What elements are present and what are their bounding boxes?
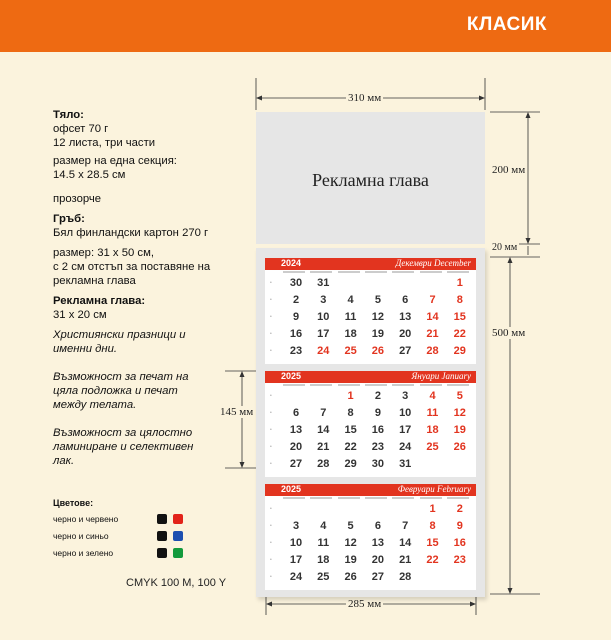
month-header [265,371,476,383]
week-marker: • [270,427,272,433]
width-bottom-label: 285 мм [348,598,382,610]
day-cell: 17 [289,554,303,566]
day-cell: 31 [399,458,412,470]
weekday-label [392,384,414,386]
calendar-month-section [265,258,476,364]
day-cell: 24 [289,571,303,583]
weekday-label [420,497,442,499]
day-cell: 8 [456,294,463,306]
day-cell: 27 [371,571,385,583]
day-cell: 21 [317,441,330,453]
day-cell: 11 [317,537,330,549]
day-cell: 25 [317,571,330,583]
week-marker: • [270,314,272,320]
head-height-label: 200 мм [492,164,526,176]
day-cell: 3 [320,294,327,306]
weekday-label [392,271,414,273]
weekday-label [310,497,332,499]
day-cell: 26 [344,571,357,583]
day-cell: 28 [426,345,439,357]
day-cell: 28 [317,458,330,470]
weekday-label [447,384,469,386]
day-cell: 6 [402,294,409,306]
day-cell: 4 [320,520,327,532]
day-cell: 20 [289,441,303,453]
day-cell: 24 [399,441,412,453]
week-marker: • [270,331,272,337]
day-cell: 20 [399,328,412,340]
calendar-month-section [265,371,476,477]
month-name: Февруари February [397,484,471,494]
day-cell: 19 [453,424,466,436]
spec-line: размер на една секция: [53,155,177,167]
weekday-label [310,271,332,273]
week-marker: • [270,393,272,399]
weekday-label [283,497,305,499]
week-marker: • [270,523,272,529]
color-option-label: черно и червено [53,514,119,524]
week-marker: • [270,444,272,450]
weekday-row [265,496,476,501]
day-cell: 17 [399,424,412,436]
back-height-label: 500 мм [492,327,526,339]
weekday-label [365,384,387,386]
day-cell: 9 [374,407,381,419]
page-title: КЛАСИК [466,14,547,35]
day-cell: 1 [456,277,463,289]
weekday-label [310,384,332,386]
weekday-row [265,383,476,388]
day-cell: 23 [289,345,303,357]
day-cell: 16 [371,424,385,436]
week-marker: • [270,574,272,580]
day-cell: 26 [371,345,385,357]
weekday-label [447,271,469,273]
week-marker: • [270,540,272,546]
spec-line: прозорче [53,193,102,205]
day-cell: 15 [344,424,357,436]
day-cell: 4 [429,390,436,402]
weekday-label [420,384,442,386]
day-cell: 9 [292,311,300,323]
day-cell: 13 [399,311,412,323]
day-cell: 5 [374,294,381,306]
spec-line: Гръб: [53,213,85,225]
day-cell: 11 [426,407,439,419]
spec-line: ламиниране и селективен [53,441,194,453]
spec-line: именни дни. [53,343,118,355]
width-top-label: 310 мм [348,92,382,104]
day-cell: 12 [453,407,466,419]
day-cell: 16 [289,328,303,340]
weekday-label [338,384,360,386]
month-year: 2025 [281,484,302,494]
day-cell: 9 [456,520,463,532]
day-cell: 12 [344,537,357,549]
day-cell: 22 [344,441,357,453]
gap-height-label: 20 мм [492,242,518,253]
day-cell: 7 [320,407,327,419]
week-marker: • [270,280,272,286]
day-cell: 21 [426,328,439,340]
spec-line: Християнски празници и [53,329,186,341]
day-cell: 29 [453,345,466,357]
day-cell: 24 [317,345,330,357]
day-cell: 18 [426,424,439,436]
weekday-label [283,271,305,273]
day-cell: 13 [289,424,303,436]
day-cell: 7 [429,294,436,306]
day-cell: 10 [289,537,303,549]
spec-line: цяла подложка и печат [53,385,178,397]
day-cell: 1 [429,503,436,515]
day-cell: 14 [317,424,330,436]
day-cell: 8 [429,520,436,532]
day-cell: 2 [374,390,381,402]
day-cell: 15 [453,311,466,323]
section-height-label: 145 мм [220,406,254,418]
spec-line: с 2 см отстъп за поставяне на [53,261,211,273]
weekday-label [338,497,360,499]
day-cell: 18 [344,328,357,340]
spec-line: 31 х 20 см [53,309,107,321]
day-cell: 22 [453,328,466,340]
day-cell: 4 [347,294,354,306]
day-cell: 18 [317,554,330,566]
day-cell: 14 [426,311,439,323]
month-header [265,258,476,270]
spec-line: Рекламна глава: [53,295,146,307]
weekday-label [365,271,387,273]
day-cell: 19 [344,554,357,566]
day-cell: 22 [426,554,439,566]
spec-line: офсет 70 г [53,123,109,135]
weekday-label [365,497,387,499]
week-marker: • [270,557,272,563]
day-cell: 8 [347,407,354,419]
day-cell: 14 [399,537,412,549]
day-cell: 2 [456,503,463,515]
spec-line: рекламна глава [53,275,136,287]
day-cell: 25 [426,441,439,453]
day-cell: 26 [453,441,466,453]
day-cell: 13 [371,537,385,549]
week-marker: • [270,297,272,303]
week-marker: • [270,348,272,354]
day-cell: 30 [289,277,303,289]
day-cell: 11 [344,311,357,323]
day-cell: 28 [399,571,412,583]
spec-line: между телата. [53,399,137,411]
spec-line: Бял финландски картон 270 г [53,227,209,239]
month-name: Януари January [411,371,471,381]
weekday-label [392,497,414,499]
day-cell: 27 [289,458,303,470]
spec-line: размер: 31 х 50 см, [53,247,154,259]
day-cell: 12 [371,311,385,323]
week-marker: • [270,461,272,467]
month-header [265,484,476,496]
day-cell: 25 [344,345,357,357]
month-year: 2025 [281,371,302,381]
day-cell: 17 [317,328,330,340]
day-cell: 10 [317,311,330,323]
day-cell: 16 [453,537,466,549]
day-cell: 2 [292,294,300,306]
day-cell: 21 [399,554,412,566]
weekday-row [265,270,476,275]
weekday-label [283,384,305,386]
weekday-label [338,271,360,273]
spec-line: Тяло: [53,109,84,121]
colors-title: Цветове: [53,498,94,508]
cmyk-text: CMYK 100 M, 100 Y [126,577,227,589]
month-name: Декември December [395,258,471,268]
weekday-label [420,271,442,273]
day-cell: 31 [317,277,330,289]
color-option-label: черно и синьо [53,531,109,541]
spec-line: 12 листа, три части [53,137,156,149]
day-cell: 3 [292,520,300,532]
day-cell: 19 [371,328,385,340]
advertising-head [256,112,485,244]
spec-line: лак. [53,455,75,467]
spec-line: Възможност за цялостно [53,427,193,439]
day-cell: 27 [399,345,412,357]
day-cell: 23 [371,441,385,453]
day-cell: 5 [347,520,354,532]
day-cell: 3 [402,390,409,402]
day-cell: 30 [371,458,385,470]
day-cell: 29 [344,458,357,470]
day-cell: 20 [371,554,385,566]
day-cell: 15 [426,537,439,549]
day-cell: 10 [399,407,412,419]
day-cell: 23 [453,554,466,566]
day-cell: 6 [374,520,381,532]
spec-line: 14.5 х 28.5 см [53,169,126,181]
month-year: 2024 [281,258,302,268]
day-cell: 5 [456,390,463,402]
day-cell: 6 [292,407,300,419]
week-marker: • [270,410,272,416]
week-marker: • [270,506,272,512]
day-cell: 1 [347,390,354,402]
day-cell: 7 [402,520,409,532]
ad-head-text: Рекламна глава [312,170,429,190]
calendar-month-section [265,484,476,590]
spec-line: Възможност за печат на [53,371,189,383]
color-option-label: черно и зелено [53,548,114,558]
weekday-label [447,497,469,499]
